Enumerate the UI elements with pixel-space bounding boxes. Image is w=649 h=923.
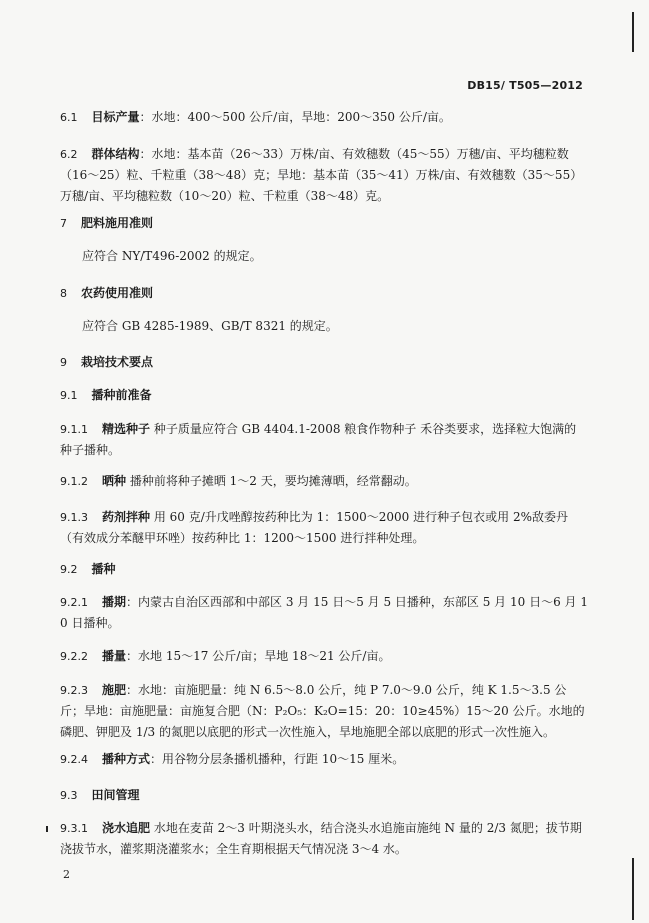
section-number: 9.3: [60, 789, 78, 802]
section-number: 9.2.4: [60, 753, 88, 766]
section-sep: ：: [126, 595, 139, 609]
section-text: 内蒙古自治区西部和中部区 3 月 15 日～5 月 5 日播种，东部区 5 月 10 日～6 月 10 日播种。: [60, 595, 588, 630]
section-title: 田间管理: [91, 788, 140, 802]
section-number: 9.1.2: [60, 475, 88, 488]
section-text: 用谷物分层条播机播种，行距 10～15 厘米。: [162, 752, 405, 766]
section-number: 8: [60, 287, 67, 300]
section-9-2: [60, 559, 588, 580]
section-text: 种子质量应符合 GB 4404.1-2008 粮食作物种子 禾谷类要求，选择粒大饱满的种子播种。: [60, 422, 577, 457]
section-text: 水地：亩施肥量：纯 N 6.5～8.0 公斤，纯 P 7.0～9.0 公斤，纯 K 1.5～3.5 公斤；旱地：亩施肥量：亩施复合肥（N：P₂O₅：K₂O=15：20：10≥45%）15～20 公斤。水地的磷肥、钾肥及 1/3 的氮肥以底肥的形式一次性施入，旱地施肥全部以底肥的形式一次性施入。: [60, 683, 585, 739]
section-6-1: [60, 107, 588, 128]
section-9-2-2: [60, 646, 588, 667]
section-title: 栽培技术要点: [81, 355, 154, 369]
section-9-1-2: [60, 471, 588, 492]
section-number: 9.3.1: [60, 822, 88, 835]
section-9-1: [60, 385, 588, 406]
section-sep: ：: [139, 147, 152, 161]
section-6-2: [60, 144, 588, 207]
page-number: 2: [63, 868, 70, 881]
section-number: 9.2.1: [60, 596, 88, 609]
section-number: 9.1.1: [60, 423, 88, 436]
section-sep: ：: [139, 110, 152, 124]
section-title: 播量: [102, 649, 127, 663]
section-title: 群体结构: [91, 147, 140, 161]
section-9-1-1: [60, 419, 588, 461]
section-number: 9: [60, 356, 67, 369]
section-sep: ：: [126, 683, 139, 697]
doc-code-header: DB15/ T505—2012: [467, 79, 583, 92]
section-number: 9.2.2: [60, 650, 88, 663]
section-title: 目标产量: [91, 110, 140, 124]
scan-edge-mark: [632, 12, 634, 52]
section-title: 精选种子: [102, 422, 151, 436]
section-sep: ：: [126, 649, 139, 663]
section-text: 水地：基本苗（26～33）万株/亩、有效穗数（45～55）万穗/亩、平均穗粒数（16～25）粒、千粒重（38～48）克；旱地：基本苗（35～41）万株/亩、有效穗数（35～55）万穗/亩、平均穗粒数（10～20）粒、千粒重（38～48）克。: [60, 147, 583, 203]
section-9-1-3: [60, 507, 588, 549]
section-title: 药剂拌种: [102, 510, 151, 524]
scan-dot-mark: [46, 826, 48, 832]
section-number: 6.2: [60, 148, 78, 161]
section-text: 用 60 克/升戊唑醇按药种比为 1：1500～2000 进行种子包衣或用 2%敌委丹（有效成分苯醚甲环唑）按药种比 1：1200～1500 进行拌种处理。: [60, 510, 568, 545]
section-9-2-3: [60, 680, 588, 743]
section-title: 播种前准备: [91, 388, 152, 402]
section-title: 播期: [102, 595, 127, 609]
section-title: 晒种: [102, 474, 127, 488]
section-text: 应符合 GB 4285-1989、GB/T 8321 的规定。: [82, 319, 338, 333]
section-8-body: [82, 316, 588, 337]
section-title: 农药使用准则: [81, 286, 154, 300]
section-9-2-4: [60, 749, 588, 770]
section-number: 9.2.3: [60, 684, 88, 697]
section-text: 水地在麦苗 2～3 叶期浇头水，结合浇头水追施亩施纯 N 量的 2/3 氮肥；拔节期浇拔节水，灌浆期浇灌浆水；全生育期根据天气情况浇 3～4 水。: [60, 821, 582, 856]
scan-edge-mark: [632, 858, 634, 920]
section-number: 9.1.3: [60, 511, 88, 524]
section-text: 水地 15～17 公斤/亩；旱地 18～21 公斤/亩。: [138, 649, 391, 663]
section-8: [60, 283, 588, 304]
section-sep: ：: [150, 752, 163, 766]
section-number: 9.1: [60, 389, 78, 402]
section-title: 播种: [91, 562, 116, 576]
section-title: 施肥: [102, 683, 127, 697]
section-9: [60, 352, 588, 373]
section-9-3-1: [60, 818, 588, 860]
section-7: [60, 213, 588, 234]
section-9-2-1: [60, 592, 588, 634]
section-number: 7: [60, 217, 67, 230]
section-9-3: [60, 785, 588, 806]
section-text: 播种前将种子摊晒 1～2 天，要均摊薄晒，经常翻动。: [129, 474, 417, 488]
section-7-body: [82, 246, 588, 267]
section-title: 肥料施用准则: [81, 216, 154, 230]
section-number: 6.1: [60, 111, 78, 124]
section-title: 浇水追肥: [102, 821, 151, 835]
section-number: 9.2: [60, 563, 78, 576]
section-title: 播种方式: [102, 752, 151, 766]
section-text: 水地：400～500 公斤/亩，旱地：200～350 公斤/亩。: [151, 110, 451, 124]
section-text: 应符合 NY/T496-2002 的规定。: [82, 249, 262, 263]
